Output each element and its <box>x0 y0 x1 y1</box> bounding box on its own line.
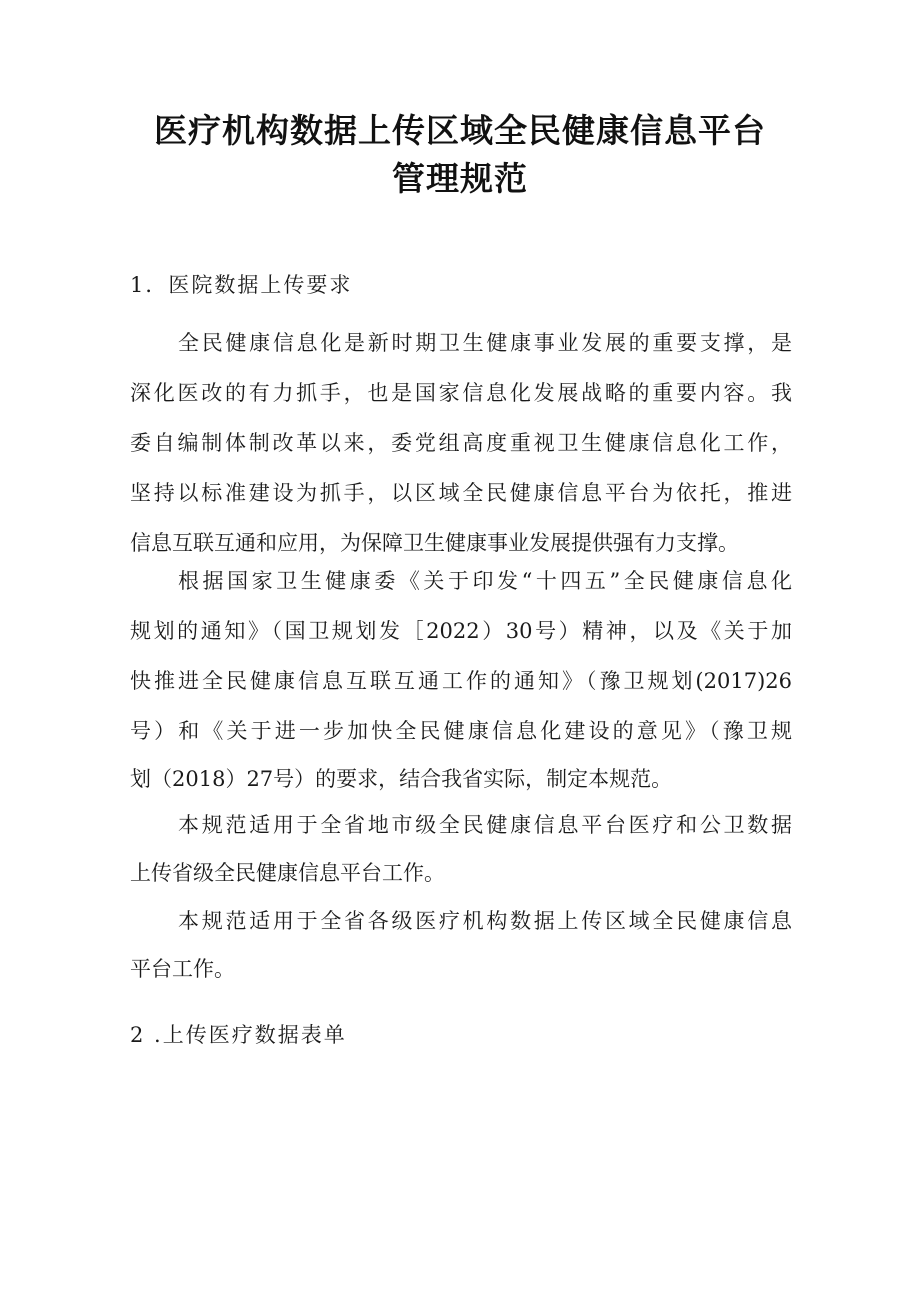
document-title-line-2: 管理规范 <box>392 159 528 198</box>
paragraph-2-line-2: 规划的通知》（国卫规划发［2022）30号）精神，以及《关于加 <box>130 619 792 643</box>
section-2-heading: 2 .上传医疗数据表单 <box>130 1023 347 1047</box>
paragraph-2-line-3: 快推进全民健康信息互联互通工作的通知》（豫卫规划(2017)26 <box>130 669 792 693</box>
paragraph-2-line-4: 号）和《关于进一步加快全民健康信息化建设的意见》（豫卫规 <box>130 719 792 743</box>
paragraph-1-line-5: 信息互联互通和应用，为保障卫生健康事业发展提供强有力支撑。 <box>130 531 739 555</box>
document-title-line-1: 医疗机构数据上传区域全民健康信息平台 <box>154 111 766 150</box>
paragraph-1-line-3: 委自编制体制改革以来，委党组高度重视卫生健康信息化工作， <box>130 431 792 455</box>
paragraph-3-line-2: 上传省级全民健康信息平台工作。 <box>130 861 445 885</box>
paragraph-2-line-5: 划（2018）27号）的要求，结合我省实际，制定本规范。 <box>130 767 673 791</box>
paragraph-2-line-1: 根据国家卫生健康委《关于印发“十四五”全民健康信息化 <box>178 569 792 593</box>
paragraph-1-line-4: 坚持以标准建设为抓手，以区域全民健康信息平台为依托，推进 <box>130 481 792 505</box>
section-1-heading: 1．医院数据上传要求 <box>130 273 353 297</box>
paragraph-1-line-2: 深化医改的有力抓手，也是国家信息化发展战略的重要内容。我 <box>130 381 792 405</box>
paragraph-4-line-1: 本规范适用于全省各级医疗机构数据上传区域全民健康信息 <box>178 909 792 933</box>
paragraph-3-line-1: 本规范适用于全省地市级全民健康信息平台医疗和公卫数据 <box>178 813 792 837</box>
paragraph-4-line-2: 平台工作。 <box>130 957 235 981</box>
paragraph-1-line-1: 全民健康信息化是新时期卫生健康事业发展的重要支撑，是 <box>178 331 792 355</box>
